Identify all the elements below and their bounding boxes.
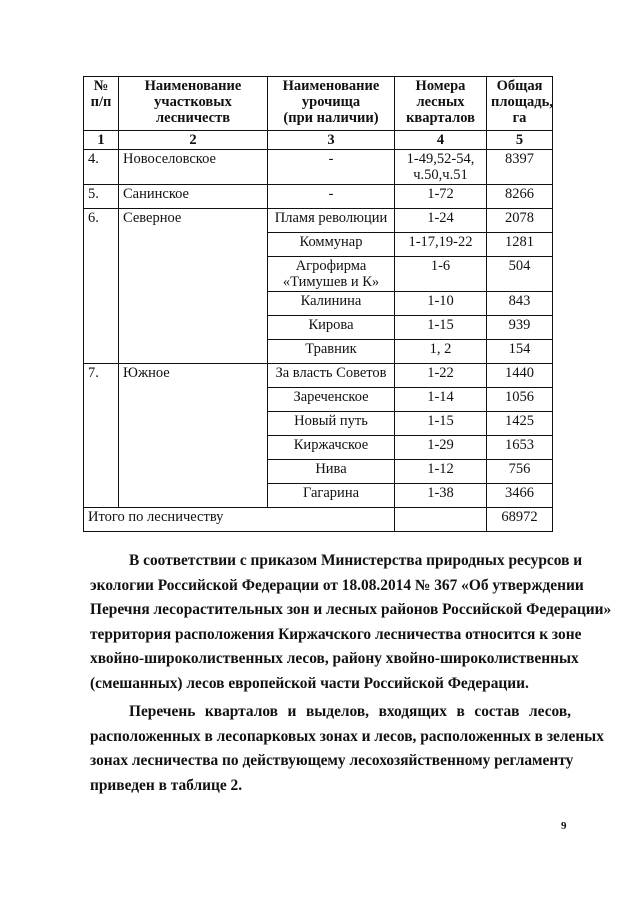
area-value: 154 xyxy=(487,340,553,364)
total-value: 68972 xyxy=(487,508,553,532)
header-row xyxy=(84,77,553,131)
tract-name: За власть Советов xyxy=(268,364,395,388)
district-name: Новоселовское xyxy=(119,150,268,185)
paragraph-quarters-list xyxy=(90,700,604,798)
column-header: Наименование участковых лесничеств xyxy=(119,77,268,131)
tract-name: Гагарина xyxy=(268,484,395,508)
column-number: 5 xyxy=(487,131,553,150)
column-header: № п/п xyxy=(84,77,119,131)
table-row xyxy=(84,150,553,185)
tract-name: - xyxy=(268,185,395,209)
tract-name: Киржачское xyxy=(268,436,395,460)
column-number: 3 xyxy=(268,131,395,150)
text-line: приведен в таблице 2. xyxy=(90,776,243,794)
tract-name: Кирова xyxy=(268,316,395,340)
total-label: Итого по лесничеству xyxy=(84,508,395,532)
tract-name: Нива xyxy=(268,460,395,484)
tract-name: Агрофирма «Тимушев и К» xyxy=(268,257,395,292)
area-value: 8397 xyxy=(487,150,553,185)
tract-name: Новый путь xyxy=(268,412,395,436)
tract-name: Зареченское xyxy=(268,388,395,412)
total-empty-cell xyxy=(395,508,487,532)
district-name: Санинское xyxy=(119,185,268,209)
table-row xyxy=(84,364,553,388)
text-line: расположенных в лесопарковых зонах и лесов, расположенных в зеленых xyxy=(90,727,604,745)
text-line: В соответствии с приказом Министерства природных ресурсов и xyxy=(129,552,583,569)
quarter-numbers: 1-22 xyxy=(395,364,487,388)
quarter-numbers: 1-12 xyxy=(395,460,487,484)
text-line: территория расположения Киржачского лесничества относится к зоне xyxy=(90,625,582,643)
area-value: 504 xyxy=(487,257,553,292)
column-number: 4 xyxy=(395,131,487,150)
text-line: хвойно-широколиственных лесов, району хвойно-широколиственных xyxy=(90,650,579,668)
tract-name: Травник xyxy=(268,340,395,364)
quarter-numbers: 1-14 xyxy=(395,388,487,412)
quarter-numbers: 1-24 xyxy=(395,209,487,233)
area-value: 1653 xyxy=(487,436,553,460)
area-value: 939 xyxy=(487,316,553,340)
area-value: 3466 xyxy=(487,484,553,508)
quarter-numbers: 1, 2 xyxy=(395,340,487,364)
page-number: 9 xyxy=(561,820,567,832)
table-row xyxy=(84,185,553,209)
column-header: Наименование урочища (при наличии) xyxy=(268,77,395,131)
text-line: зонах лесничества по действующему лесохозяйственному регламенту xyxy=(90,752,574,770)
column-header: Номера лесных кварталов xyxy=(395,77,487,131)
tract-name: Пламя революции xyxy=(268,209,395,233)
paragraph-classification xyxy=(90,549,612,697)
tract-name: Калинина xyxy=(268,292,395,316)
area-value: 1425 xyxy=(487,412,553,436)
table-body xyxy=(84,150,553,532)
quarter-numbers: 1-38 xyxy=(395,484,487,508)
area-value: 1281 xyxy=(487,233,553,257)
row-number: 7. xyxy=(84,364,119,508)
area-value: 843 xyxy=(487,292,553,316)
tract-name: - xyxy=(268,150,395,185)
text-line: Перечень кварталов и выделов, входящих в состав лесов, xyxy=(129,703,571,720)
tract-name: Коммунар xyxy=(268,233,395,257)
quarter-numbers: 1-15 xyxy=(395,316,487,340)
quarter-numbers: 1-10 xyxy=(395,292,487,316)
column-number: 2 xyxy=(119,131,268,150)
quarter-numbers: 1-17,19-22 xyxy=(395,233,487,257)
forestry-table xyxy=(83,76,553,532)
column-number: 1 xyxy=(84,131,119,150)
text-line: экологии Российской Федерации от 18.08.2014 № 367 «Об утверждении xyxy=(90,576,584,594)
column-header: Общая площадь, га xyxy=(487,77,553,131)
district-name: Южное xyxy=(119,364,268,508)
row-number: 5. xyxy=(84,185,119,209)
quarter-numbers: 1-6 xyxy=(395,257,487,292)
area-value: 756 xyxy=(487,460,553,484)
row-number: 6. xyxy=(84,209,119,364)
text-line: Перечня лесорастительных зон и лесных районов Российской Федерации» xyxy=(90,601,612,619)
district-name: Северное xyxy=(119,209,268,364)
row-number: 4. xyxy=(84,150,119,185)
quarter-numbers: 1-29 xyxy=(395,436,487,460)
column-number-row xyxy=(84,131,553,150)
quarter-numbers: 1-15 xyxy=(395,412,487,436)
table-header xyxy=(84,77,553,150)
table-row xyxy=(84,209,553,233)
area-value: 2078 xyxy=(487,209,553,233)
area-value: 1056 xyxy=(487,388,553,412)
area-value: 1440 xyxy=(487,364,553,388)
quarter-numbers: 1-49,52-54, ч.50,ч.51 xyxy=(395,150,487,185)
text-line: (смешанных) лесов европейской части Российской Федерации. xyxy=(90,674,529,692)
area-value: 8266 xyxy=(487,185,553,209)
total-row xyxy=(84,508,553,532)
quarter-numbers: 1-72 xyxy=(395,185,487,209)
